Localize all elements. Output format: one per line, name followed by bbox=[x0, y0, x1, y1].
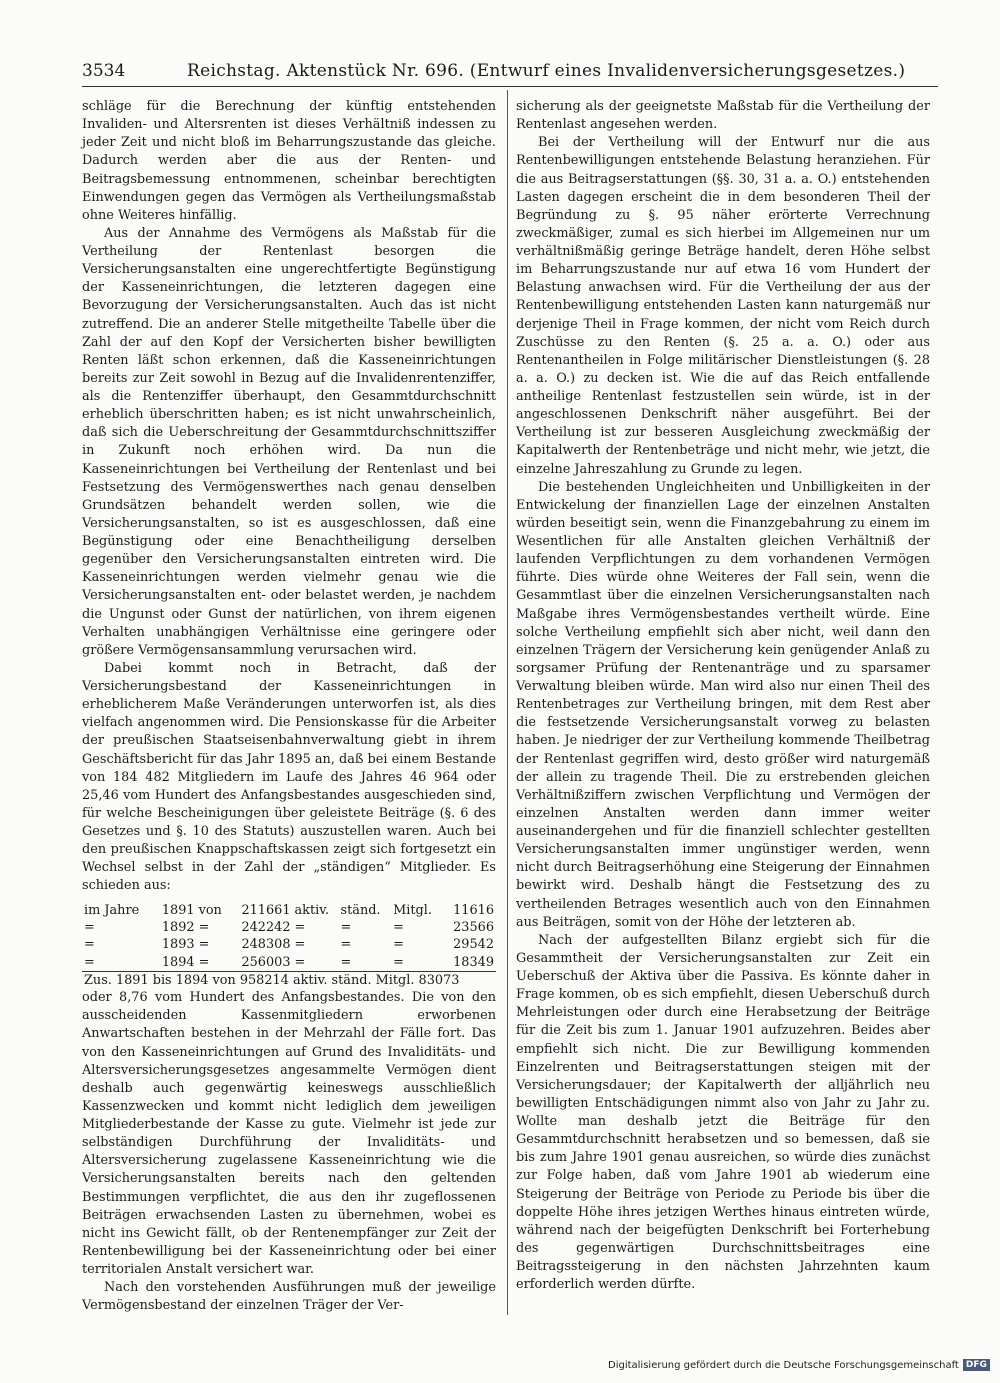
table-total-row bbox=[82, 971, 496, 989]
table-cell: 29542 bbox=[453, 937, 494, 953]
table-cell: = bbox=[340, 954, 352, 970]
table-cell: = bbox=[294, 919, 306, 935]
table-cell: = bbox=[84, 937, 95, 953]
table-cell: = bbox=[393, 937, 404, 953]
table-cell: 11616 bbox=[453, 902, 494, 918]
left-column bbox=[82, 98, 496, 1315]
page-number: 3534 bbox=[82, 61, 126, 81]
table-cell: = bbox=[84, 954, 95, 970]
paragraph: oder 8,76 vom Hundert des Anfangsbestandes. Die von den ausscheidenden Kassenmitgliedern erworbenen Anwartschaften bestehen in der Mehrzahl der Fälle fort. Das von den Kasseneinrichtungen auf Grund des Invaliditäts- und Altersversicherungsgesetzes angesammelte Vermögen dient deshalb auch gegenwärtig keineswegs ausschließlich Kassenzwecken und kommt nicht lediglich dem jeweiligen Mitgliederbestande der Kasse zu gute. Vielmehr ist jede zur selbständigen Durchführung der Invaliditäts- und Altersversicherung zugelassene Kasseneinrichtung wie die Versicherungsanstalten bereits nach den geltenden Bestimmungen verpflichtet, die aus den ihr zugeflossenen Beiträgen erwachsenden Lasten zu übernehmen, wobei es nicht ins Gewicht fällt, ob der Rentenempfänger zur Zeit der Rentenbewilligung bei der Kasseneinrichtung oder bei einer territorialen Anstalt versichert war. bbox=[82, 990, 496, 1278]
paragraph: Aus der Annahme des Vermögens als Maßstab für die Vertheilung der Rentenlast besorgen die Versicherungsanstalten eine ungerechtfertigte Begünstigung der Kasseneinrichtungen, die letzteren dagegen eine Bevorzugung der Versicherungsanstalten. Auch das ist nicht zutreffend. Die an anderer Stelle mitgetheilte Tabelle über die Zahl der auf den Kopf der Versicherten bisher bewilligten Renten läßt schon erkennen, daß die Kasseneinrichtungen bereits zur Zeit sowohl in Bezug auf die Invalidenrentenziffer, als die Rentenziffer überhaupt, den Gesammtdurchschnitt erheblich überschritten haben; es ist nicht unwahrscheinlich, daß sich die Ueberschreitung der Gesammtdurchschnittsziffer in Zukunft noch erhöhen wird. Da nun die Kasseneinrichtungen bei Vertheilung der Rentenlast und bei Festsetzung des Vermögenswerthes nach genau denselben Grundsätzen behandelt werden sollen, wie die Versicherungsanstalten, so ist es ausgeschlossen, daß eine Begünstigung oder eine Benachtheiligung derselben gegenüber den Versicherungsanstalten eintreten wird. Die Kasseneinrichtungen werden vielmehr genau wie die Versicherungsanstalten ent- oder belastet werden, je nachdem die Ungunst oder Gunst der natürlichen, von ihrem eigenen Verhalten unabhängigen Verhältnisse eine geringere oder größere Vermögensansammlung verursachen wird. bbox=[82, 225, 496, 658]
table-cell: im Jahre bbox=[84, 902, 140, 918]
table-cell: 1893 bbox=[161, 937, 195, 953]
table-cell: = bbox=[294, 937, 306, 953]
table-cell: = bbox=[294, 954, 306, 970]
table-cell: 18349 bbox=[453, 954, 494, 970]
table-cell: aktiv. bbox=[294, 902, 330, 918]
table-cell: 1891 bbox=[161, 902, 195, 918]
table-row bbox=[82, 919, 496, 936]
table-cell: 1894 bbox=[161, 954, 195, 970]
paragraph: Nach den vorstehenden Ausführungen muß der jeweilige Vermögensbestand der einzelnen Träger der Ver- bbox=[82, 1280, 496, 1314]
column-divider bbox=[507, 90, 508, 1315]
table-cell: Mitgl. bbox=[393, 902, 432, 918]
paragraph: Bei der Vertheilung will der Entwurf nur die aus Rentenbewilligungen entstehende Belastung heranziehen. Für die aus Beitragserstattungen (§§. 30, 31 a. a. O.) entstehenden Lasten dagegen erscheint die in dem besonderen Theil der Begründung zu §. 95 näher erörterte Verrechnung zweckmäßiger, zumal es sich hierbei im Allgemeinen nur um verhältnißmäßig geringe Beträge handelt, deren Höhe selbst im Beharrungszustande nur auf etwa 16 vom Hundert der Belastung anwachsen wird. Für die Vertheilung der aus der Rentenbewilligung entstehenden Lasten kann naturgemäß nur derjenige Theil in Frage kommen, der nicht vom Reich durch Zuschüsse zu den Renten (§. 25 a. a. O.) oder aus Rentenantheilen in Folge militärischer Dienstleistungen (§. 28 a. a. O.) zu decken ist. Wie die auf das Reich entfallende antheilige Rentenlast festzustellen sein würde, ist in der angeschlossenen Denkschrift näher ausgeführt. Bei der Vertheilung ist zur besseren Ausgleichung zweckmäßig der Kapitalwerth der Rentenbeträge und nicht mehr, wie jetzt, die einzelne Jahreszahlung zu Grunde zu legen. bbox=[516, 135, 930, 477]
table-cell: = bbox=[393, 919, 404, 935]
table-cell: 23566 bbox=[453, 919, 494, 935]
paragraph: sicherung als der geeignetste Maßstab für die Vertheilung der Rentenlast angesehen werden. bbox=[516, 99, 930, 133]
credit-text: Digitalisierung gefördert durch die Deutsche Forschungsgemeinschaft bbox=[608, 1360, 959, 1371]
table-total: Zus. 1891 bis 1894 von 958214 aktiv. ständ. Mitgl. 83073 bbox=[82, 971, 496, 989]
table-cell: 1892 bbox=[161, 919, 195, 935]
table-cell: 248308 bbox=[241, 937, 291, 953]
table-cell: = bbox=[340, 937, 352, 953]
table-row bbox=[82, 954, 496, 972]
right-column bbox=[516, 98, 930, 1294]
paragraph: Die bestehenden Ungleichheiten und Unbilligkeiten in der Entwickelung der finanziellen Lage der einzelnen Anstalten würden beseitigt sein, wenn die Finanzgebahrung zu einem im Wesentlichen für alle Anstalten gleichen Verhältniß der laufenden Verpflichtungen zu dem vorhandenen Vermögen führte. Dies würde ohne Weiteres der Fall sein, wenn die Gesammtlast über die einzelnen Versicherungsanstalten nach Maßgabe ihres Vermögensbestandes vertheilt würde. Eine solche Vertheilung empfiehlt sich aber nicht, weil dann den einzelnen Trägern der Versicherung kein genügender Anlaß zu sorgsamer Prüfung der Rentenanträge und zu sparsamer Verwaltung bleiben würde. Man wird also nur einen Theil des Rentenbetrages zur Vertheilung bringen, mit dem Rest aber die festsetzende Versicherungsanstalt vorweg zu belasten haben. Je niedriger der zur Vertheilung kommende Theilbetrag der Rentenlast gegriffen wird, desto größer wird naturgemäß der allein zu tragende Theil. Die zu erstrebenden gleichen Verhältnißziffern zwischen Verpflichtung und Vermögen der einzelnen Anstalten werden dann immer weiter auseinandergehen und für die finanziell schlechter gestellten Versicherungsanstalten immer ungünstiger werden, wenn nicht durch Beitragserhöhung eine Steigerung der Einnahmen bewirkt wird. Deshalb hängt die Festsetzung des zu vertheilenden Betrages wesentlich auch von den Einnahmen aus Beiträgen, somit von der Höhe der letzteren ab. bbox=[516, 479, 930, 930]
table-cell: von bbox=[198, 902, 222, 918]
table-row bbox=[82, 902, 496, 919]
paragraph: schläge für die Berechnung der künftig entstehenden Invaliden- und Altersrenten ist dieses Verhältniß indessen zu jeder Zeit und nicht bloß im Beharrungszustande das gleiche. Dadurch werden aber die aus der Renten- und Beitragsbemessung entnommenen, scheinbar berechtigten Einwendungen gegen das Vermögen als Vertheilungsmaßstab ohne Weiteres hinfällig. bbox=[82, 99, 496, 223]
paragraph: Nach der aufgestellten Bilanz ergiebt sich für die Gesammtheit der Versicherungsanstalten zur Zeit ein Ueberschuß der Aktiva über die Passiva. Es könnte daher in Frage kommen, ob es sich empfiehlt, diesen Ueberschuß durch Mehrleistungen oder durch eine Herabsetzung der Beiträge für die Zeit bis zum 1. Januar 1901 aufzuzehren. Beides aber empfiehlt sich nicht. Die zur Bewilligung kommenden Einzelrenten und Beitragserstattungen steigen mit der Versicherungsdauer; der Kapitalwerth der alljährlich neu bewilligten Entschädigungen nimmt also von Jahr zu Jahr zu. Wollte man deshalb jetzt die Beiträge für den Gesammtdurchschnitt herabsetzen und so bemessen, daß sie bis zum Jahre 1901 genau ausreichen, so würde dies zunächst zur Folge haben, daß vom Jahre 1901 ab wiederum eine Steigerung der Beiträge von Periode zu Periode bis über die doppelte Höhe ihres jetzigen Werthes hinaus eintreten würde, während nach der beigefügten Denkschrift bei Forterhebung des gegenwärtigen Durchschnittsbeitrages eine Beitragssteigerung in den nächsten Jahrzehnten kaum erforderlich werden dürfte. bbox=[516, 932, 930, 1293]
table-cell: 256003 bbox=[241, 954, 291, 970]
dfg-logo: DFG bbox=[963, 1359, 990, 1371]
table-cell: = bbox=[198, 937, 210, 953]
page-header bbox=[82, 58, 938, 84]
table-cell: ständ. bbox=[340, 902, 381, 918]
table-cell: 242242 bbox=[241, 919, 291, 935]
running-title: Reichstag. Aktenstück Nr. 696. (Entwurf eines Invalidenversicherungsgesetzes.) bbox=[187, 61, 906, 81]
table-cell: = bbox=[198, 954, 210, 970]
table-cell: = bbox=[198, 919, 210, 935]
table-cell: = bbox=[84, 919, 95, 935]
table-cell: = bbox=[393, 954, 404, 970]
header-rule bbox=[82, 86, 938, 87]
table-cell: 211661 bbox=[241, 902, 291, 918]
table-cell: = bbox=[340, 919, 352, 935]
paragraph: Dabei kommt noch in Betracht, daß der Versicherungsbestand der Kasseneinrichtungen in erheblicherem Maße Veränderungen unterworfen ist, als dies vielfach angenommen wird. Die Pensionskasse für die Arbeiter der preußischen Staatseisenbahnverwaltung giebt in ihrem Geschäftsbericht für das Jahr 1895 an, daß bei einem Bestande von 184 482 Mitgliedern im Laufe des Jahres 46 964 oder 25,46 vom Hundert des Anfangsbestandes ausgeschieden sind, für welche Bescheinigungen über geleistete Beiträge (§. 6 des Gesetzes und §. 10 des Statuts) auszustellen waren. Auch bei den preußischen Knappschaftskassen zeigt sich fortgesetzt ein Wechsel selbst in der Zahl der „ständigen“ Mitglieder. Es schieden aus: bbox=[82, 660, 496, 894]
table-row bbox=[82, 936, 496, 953]
statistics-table bbox=[82, 902, 496, 990]
digitization-credit bbox=[608, 1359, 987, 1373]
